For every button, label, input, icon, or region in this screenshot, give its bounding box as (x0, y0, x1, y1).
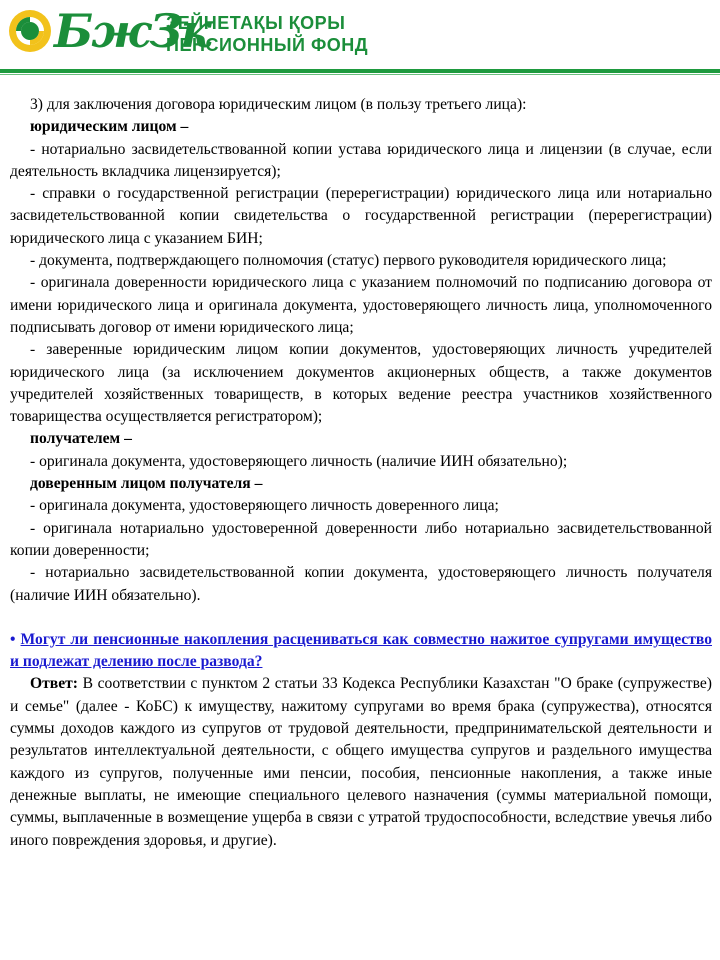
document-body (10, 94, 712, 852)
proxy-item: - оригинала нотариально удостоверенной доверенности либо нотариально засвидетельствованной копии доверенности; (10, 519, 712, 559)
page-header (0, 0, 720, 70)
header-divider-thin (0, 74, 720, 75)
faq-answer (10, 673, 712, 851)
proxy-heading: доверенным лицом получателя – (30, 475, 263, 493)
legal-item: - документа, подтверждающего полномочия (статус) первого руководителя юридического лица; (30, 252, 667, 270)
legal-entity-heading: юридическим лицом – (30, 118, 189, 136)
legal-item: - справки о государственной регистрации (перерегистрации) юридического лица или нотариально засвидетельствованной копии свидетельства о государственной регистрации (перерегистрации) юридического лица с указанием БИН; (10, 185, 712, 247)
answer-label: Ответ: (30, 675, 78, 693)
intro-paragraph: 3) для заключения договора юридическим лицом (в пользу третьего лица): (30, 96, 527, 113)
logo-wordmark: БжЗк (54, 4, 210, 58)
recipient-heading: получателем – (30, 430, 132, 448)
fund-name-russian: ПЕНСИОННЫЙ ФОНД (166, 35, 369, 55)
header-divider (0, 69, 720, 73)
question-bullet: • (10, 630, 16, 648)
coin-emblem-icon (8, 9, 52, 53)
answer-text: В соответствии с пунктом 2 статьи 33 Кодекса Республики Казахстан "О браке (супружестве) и семье" (далее - КоБС) к имуществу, нажитому супругами во время брака (супружества), относятся суммы доходов каждого из супругов от трудовой деятельности, предпринимательской деятельности и результатов интеллектуальной деятельности, с общего имущества супругов и раздельного имущества каждого из супругов, полученные ими пенсии, пособия, пенсионные накопления, а также иные денежные выплаты, не имеющие специального целевого назначения (суммы материальной помощи, суммы, выплаченные в возмещение ущерба в связи с утратой трудоспособности, вследствие увечья либо иного повреждения здоровья, и другие). (10, 675, 712, 849)
fund-name-kazakh: ЗЕЙНЕТАҚЫ ҚОРЫ (166, 13, 346, 33)
faq-question (10, 629, 712, 674)
legal-item: - заверенные юридическим лицом копии документов, удостоверяющих личность учредителей юридического лица (за исключением документов акционерных обществ, а также документов учредителей хозяйственных товариществ, в которых ведение реестра участников хозяйственного товарищества осуществляется регистратором); (10, 341, 712, 426)
proxy-item: - оригинала документа, удостоверяющего личность доверенного лица; (30, 497, 499, 515)
recipient-item: - оригинала документа, удостоверяющего личность (наличие ИИН обязательно); (30, 452, 568, 470)
proxy-item: - нотариально засвидетельствованной копии документа, удостоверяющего личность получателя (наличие ИИН обязательно). (10, 564, 712, 604)
legal-item: - оригинала доверенности юридического лица с указанием полномочий по подписанию договора от имени юридического лица и оригинала документа, удостоверяющего личность лица, уполномоченного подписывать договор от имени юридического лица; (10, 274, 712, 336)
legal-item: - нотариально засвидетельствованной копии устава юридического лица и лицензии (в случае, если деятельность вкладчика лицензируется); (10, 140, 712, 180)
paragraph-gap (10, 607, 712, 629)
question-text: Могут ли пенсионные накопления расцениваться как совместно нажитое супругами имущество и подлежат делению после развода? (10, 630, 712, 671)
fund-name (166, 12, 368, 56)
